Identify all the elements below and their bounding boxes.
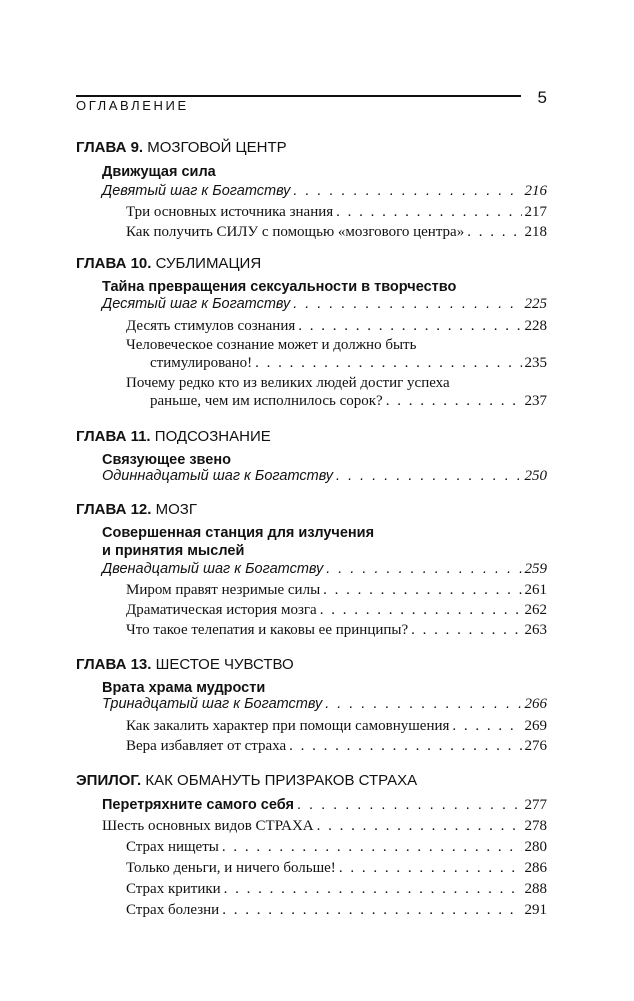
toc-entry[interactable] [126,318,547,338]
leader-dots [320,602,522,619]
entry-text: стимулировано! [150,355,253,371]
entry-page: 216 [524,183,547,199]
entry-text: Тринадцатый шаг к Богатству [102,696,323,712]
entry-text: Девятый шаг к Богатству [102,183,291,199]
chapter-heading-epilogue [76,772,417,789]
leader-dots [293,183,521,199]
chapter-name: МОЗГОВОЙ ЦЕНТР [147,139,287,156]
leader-dots [298,318,521,335]
toc-entry[interactable] [126,839,547,859]
entry-text: Что такое телепатия и каковы ее принципы? [126,622,409,638]
entry-text: Шесть основных видов СТРАХА [102,818,314,834]
entry-page: 263 [524,622,547,638]
page-title: ОГЛАВЛЕНИЕ [76,98,189,113]
leader-dots [293,296,521,312]
entry-text: Двенадцатый шаг к Богатству [102,561,324,577]
entry-page: 225 [524,296,547,312]
chapter-name: ПОДСОЗНАНИЕ [154,428,271,445]
section-title-cont: и принятия мыслей [102,543,245,559]
chapter-heading-12 [76,501,197,518]
chapter-heading-13 [76,656,294,673]
leader-dots [339,860,522,877]
entry-text: Десять стимулов сознания [126,318,296,334]
entry-page: 286 [524,860,547,876]
leader-dots [222,902,521,919]
toc-entry[interactable] [102,797,547,817]
toc-entry[interactable] [150,355,547,375]
toc-entry[interactable] [126,224,547,244]
toc-entry[interactable] [102,468,547,488]
entry-page: 237 [524,393,547,409]
entry-page: 235 [524,355,547,371]
section-title: Связующее звено [102,452,231,468]
toc-entry[interactable] [126,738,547,758]
entry-text: Вера избавляет от страха [126,738,287,754]
chapter-heading-9 [76,139,287,156]
entry-page: 228 [524,318,547,334]
toc-entry[interactable] [126,881,547,901]
chapter-name: МОЗГ [155,501,197,518]
leader-dots [336,204,521,221]
toc-entry[interactable] [126,622,547,642]
toc-entry[interactable] [102,296,547,316]
chapter-heading-10 [76,255,261,272]
chapter-label: ГЛАВА 13. [76,656,152,673]
leader-dots [467,224,521,241]
entry-page: 288 [524,881,547,897]
section-title: Врата храма мудрости [102,680,266,696]
toc-entry[interactable] [126,718,547,738]
toc-entry[interactable] [150,393,547,413]
leader-dots [297,797,522,813]
entry-text: Как закалить характер при помощи самовнушения [126,718,450,734]
chapter-heading-11 [76,428,271,445]
header-rule [76,95,521,97]
leader-dots [386,393,522,410]
toc-entry[interactable] [126,204,547,224]
entry-text: раньше, чем им исполнилось сорок? [150,393,383,409]
chapter-label: ГЛАВА 12. [76,501,152,518]
entry-page: 218 [524,224,547,240]
section-title: Движущая сила [102,164,216,180]
running-header [76,88,547,114]
entry-text: Страх критики [126,881,221,897]
entry-page: 250 [524,468,547,484]
entry-text: Как получить СИЛУ с помощью «мозгового центра» [126,224,465,240]
entry-page: 276 [524,738,547,754]
toc-entry[interactable] [102,183,547,203]
entry-text: Страх нищеты [126,839,219,855]
entry-text: Драматическая история мозга [126,602,317,618]
entry-page: 291 [524,902,547,918]
entry-page: 259 [524,561,547,577]
entry-text: Миром правят незримые силы [126,582,321,598]
chapter-name: СУБЛИМАЦИЯ [155,255,262,272]
leader-dots [317,818,522,835]
leader-dots [224,881,522,898]
chapter-name: ШЕСТОЕ ЧУВСТВО [155,656,294,673]
entry-text-line: Почему редко кто из великих людей достиг успеха [126,375,450,391]
entry-text: Три основных источника знания [126,204,334,220]
entry-text-line: Человеческое сознание может и должно быть [126,337,417,353]
entry-page: 277 [524,797,547,813]
toc-entry[interactable] [126,860,547,880]
chapter-label: ГЛАВА 10. [76,255,152,272]
entry-page: 261 [524,582,547,598]
entry-text: Только деньги, и ничего больше! [126,860,336,876]
leader-dots [222,839,522,856]
toc-entry[interactable] [126,902,547,922]
chapter-label: ГЛАВА 11. [76,428,151,445]
section-title: Совершенная станция для излучения [102,525,375,541]
leader-dots [255,355,521,372]
toc-entry[interactable] [102,818,547,838]
entry-page: 266 [524,696,547,712]
leader-dots [336,468,521,484]
chapter-label: ГЛАВА 9. [76,139,144,156]
entry-text: Страх болезни [126,902,220,918]
page-number: 5 [537,88,547,107]
entry-page: 280 [524,839,547,855]
toc-entry[interactable] [102,561,547,581]
entry-page: 217 [524,204,547,220]
chapter-name: КАК ОБМАНУТЬ ПРИЗРАКОВ СТРАХА [145,772,418,789]
leader-dots [452,718,521,735]
toc-entry[interactable] [126,602,547,622]
entry-text: Перетряхните самого себя [102,797,294,813]
leader-dots [323,582,521,599]
leader-dots [326,561,521,577]
leader-dots [325,696,521,712]
leader-dots [289,738,521,755]
leader-dots [411,622,521,639]
chapter-label: ЭПИЛОГ. [76,772,142,789]
entry-page: 278 [524,818,547,834]
entry-page: 269 [524,718,547,734]
toc-entry[interactable] [102,696,547,716]
entry-text: Одиннадцатый шаг к Богатству [102,468,334,484]
section-title: Тайна превращения сексуальности в творчество [102,279,457,295]
entry-page: 262 [524,602,547,618]
toc-entry[interactable] [126,582,547,602]
entry-text: Десятый шаг к Богатству [102,296,291,312]
